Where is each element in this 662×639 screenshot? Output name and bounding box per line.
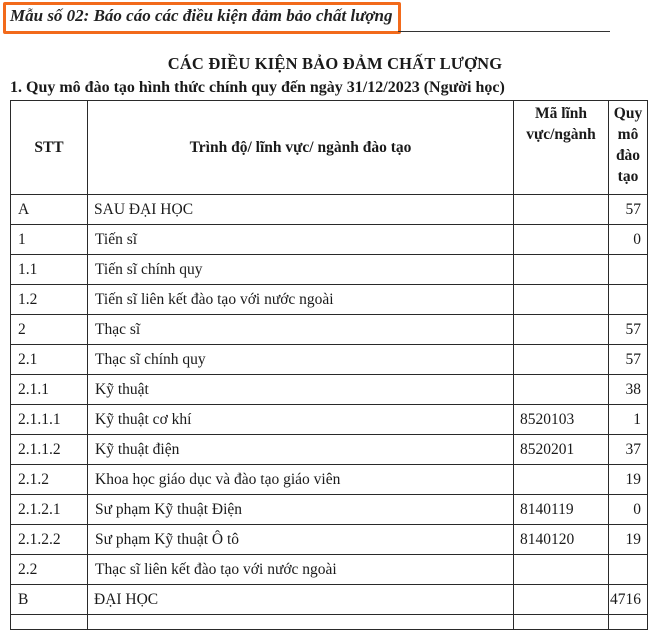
row-size: 57 <box>609 345 648 375</box>
row-name: Kỹ thuật cơ khí <box>88 405 514 435</box>
row-size: 0 <box>609 225 648 255</box>
row-name: Thạc sĩ liên kết đào tạo với nước ngoài <box>88 555 514 585</box>
row-size <box>609 255 648 285</box>
row-stt: B <box>11 585 88 615</box>
training-scale-table <box>10 100 648 630</box>
table-row <box>11 315 648 345</box>
row-stt: 2 <box>11 315 88 345</box>
row-code: 8520103 <box>514 405 609 435</box>
row-code <box>514 255 609 285</box>
row-code: 8140119 <box>514 495 609 525</box>
table-row <box>11 495 648 525</box>
row-size: 19 <box>609 525 648 555</box>
row-name: Thạc sĩ chính quy <box>88 345 514 375</box>
header-code: Mã lĩnh vực/ngành <box>514 101 609 195</box>
row-name: SAU ĐẠI HỌC <box>88 195 514 225</box>
row-name: Sư phạm Kỹ thuật Điện <box>88 495 514 525</box>
row-stt: 2.1.2.2 <box>11 525 88 555</box>
header-rule <box>398 31 610 32</box>
row-stt: 1 <box>11 225 88 255</box>
row-code <box>514 465 609 495</box>
row-name: Khoa học giáo dục và đào tạo giáo viên <box>88 465 514 495</box>
row-stt: 2.1.1.1 <box>11 405 88 435</box>
cut-cell <box>11 615 88 630</box>
row-stt: 2.1.1.2 <box>11 435 88 465</box>
cut-cell <box>88 615 514 630</box>
row-code <box>514 375 609 405</box>
row-size: 37 <box>609 435 648 465</box>
row-name: Tiến sĩ chính quy <box>88 255 514 285</box>
row-name: Kỹ thuật <box>88 375 514 405</box>
row-size: 57 <box>609 315 648 345</box>
cut-cell <box>514 615 609 630</box>
row-name: Kỹ thuật điện <box>88 435 514 465</box>
row-code: 8520201 <box>514 435 609 465</box>
table-row <box>11 225 648 255</box>
row-code <box>514 285 609 315</box>
row-stt: 2.1.1 <box>11 375 88 405</box>
table-row <box>11 375 648 405</box>
table-row <box>11 345 648 375</box>
row-stt: 1.1 <box>11 255 88 285</box>
row-stt: 1.2 <box>11 285 88 315</box>
row-stt: 2.1.2.1 <box>11 495 88 525</box>
row-size <box>609 285 648 315</box>
table-row <box>11 255 648 285</box>
row-code: 8140120 <box>514 525 609 555</box>
row-code <box>514 585 609 615</box>
row-code <box>514 345 609 375</box>
row-name: ĐẠI HỌC <box>88 585 514 615</box>
header-stt: STT <box>11 101 88 195</box>
cut-cell <box>609 615 648 630</box>
row-size: 4716 <box>609 585 648 615</box>
table-row <box>11 555 648 585</box>
row-code <box>514 555 609 585</box>
row-size <box>609 555 648 585</box>
row-name: Tiến sĩ <box>88 225 514 255</box>
row-name: Tiến sĩ liên kết đào tạo với nước ngoài <box>88 285 514 315</box>
row-size: 19 <box>609 465 648 495</box>
table-row <box>11 585 648 615</box>
document-title: CÁC ĐIỀU KIỆN BẢO ĐẢM CHẤT LƯỢNG <box>167 54 503 73</box>
row-stt: 2.2 <box>11 555 88 585</box>
table-row <box>11 285 648 315</box>
row-stt: A <box>11 195 88 225</box>
row-code <box>514 225 609 255</box>
row-size: 38 <box>609 375 648 405</box>
row-code <box>514 315 609 345</box>
row-code <box>514 195 609 225</box>
row-stt: 2.1.2 <box>11 465 88 495</box>
table-row <box>11 525 648 555</box>
table-row <box>11 465 648 495</box>
table-row <box>11 195 648 225</box>
row-name: Sư phạm Kỹ thuật Ô tô <box>88 525 514 555</box>
table-header-row <box>11 101 648 195</box>
section-title: 1. Quy mô đào tạo hình thức chính quy đến ngày 31/12/2023 (Người học) <box>10 79 505 96</box>
header-name: Trình độ/ lĩnh vực/ ngành đào tạo <box>88 101 514 195</box>
form-label: Mẫu số 02: Báo cáo các điều kiện đảm bảo chất lượng <box>10 6 393 25</box>
table-row <box>11 435 648 465</box>
row-size: 1 <box>609 405 648 435</box>
row-size: 0 <box>609 495 648 525</box>
header-size: Quy mô đào tạo <box>609 101 648 195</box>
row-name: Thạc sĩ <box>88 315 514 345</box>
row-stt: 2.1 <box>11 345 88 375</box>
table-row-cut <box>11 615 648 630</box>
table-row <box>11 405 648 435</box>
row-size: 57 <box>609 195 648 225</box>
